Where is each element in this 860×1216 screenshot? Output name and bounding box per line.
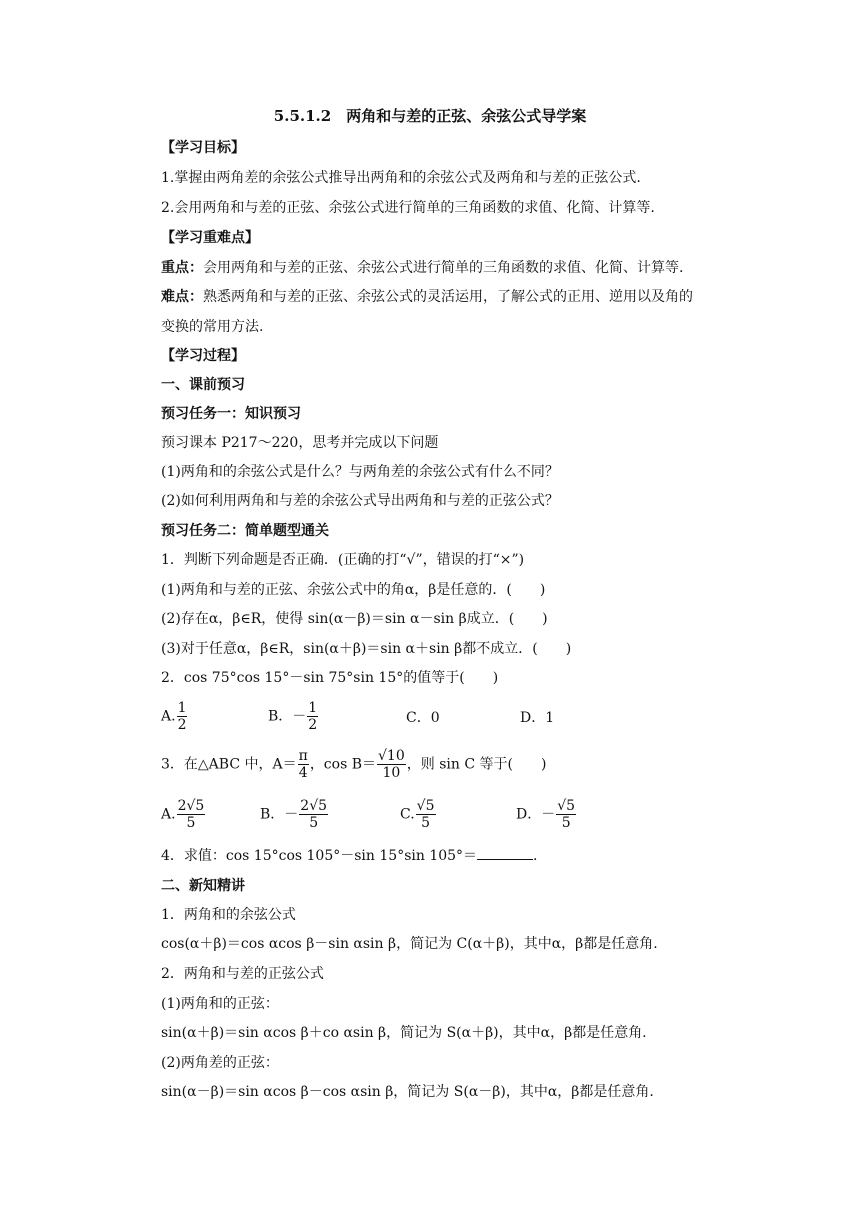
fraction: [556, 798, 576, 831]
fraction: [298, 748, 309, 781]
question-2: (2)如何利用两角和与差的余弦公式导出两角和与差的正弦公式？: [161, 493, 559, 509]
option-2d: D．1: [520, 710, 555, 726]
diff-text-1: 熟悉两角和与差的正弦、余弦公式的灵活运用，了解公式的正用、逆用以及角的: [203, 289, 693, 305]
section-2-heading: 二、新知精讲: [161, 878, 245, 894]
new-1-formula: cos(α＋β)＝cos αcos β－sin αsin β，简记为 C(α＋β)，其中α，β都是任意角.: [161, 936, 658, 952]
fraction: [299, 798, 328, 831]
option-label: D．－: [516, 806, 556, 823]
numerator: 2√5: [177, 798, 205, 814]
key-point: [161, 258, 683, 278]
task-2-heading: 预习任务二：简单题型通关: [161, 523, 329, 539]
numerator: 1: [308, 700, 318, 716]
fraction: [416, 798, 436, 831]
numerator: √10: [378, 748, 405, 764]
section-1-heading: 一、课前预习: [161, 377, 245, 393]
new-2-b: (2)两角差的正弦：: [161, 1055, 279, 1071]
task-1-line: 预习课本 P217～220，思考并完成以下问题: [161, 435, 439, 451]
diff-label: 难点：: [161, 289, 203, 305]
option-label: C.: [400, 806, 415, 823]
new-1: 1．两角和的余弦公式: [161, 907, 296, 923]
problem-1-b: (2)存在α，β∈R，使得 sin(α－β)＝sin α－sin β成立．( ): [161, 611, 548, 627]
fraction: [177, 798, 206, 831]
problem-4-end: .: [533, 848, 538, 864]
key-label: 重点：: [161, 260, 203, 276]
denominator: 5: [561, 815, 571, 831]
option-2b: [268, 700, 319, 733]
diff-text-2: 变换的常用方法.: [161, 319, 264, 335]
problem-4: [161, 846, 538, 866]
question-1: (1)两角和的余弦公式是什么？与两角差的余弦公式有什么不同？: [161, 464, 559, 480]
option-label: B．－: [260, 806, 299, 823]
problem-2: 2．cos 75°cos 15°－sin 75°sin 15°的值等于( ): [161, 670, 499, 686]
problem-3: [161, 748, 546, 781]
new-2-b-formula: sin(α－β)＝sin αcos β－cos αsin β，简记为 S(α－β)，其中α，β都是任意角.: [161, 1084, 654, 1100]
fraction: [307, 700, 318, 733]
keypoints-heading: 【学习重难点】: [161, 230, 259, 246]
problem-4-text: 4．求值：cos 15°cos 105°－sin 15°sin 105°＝: [161, 848, 478, 864]
denominator: 2: [177, 717, 187, 733]
numerator: √5: [416, 798, 435, 814]
option-2a: [161, 700, 188, 733]
new-2-a: (1)两角和的正弦：: [161, 996, 279, 1012]
denominator: 10: [382, 765, 401, 781]
fraction: [177, 700, 188, 733]
option-3c: [400, 798, 437, 831]
problem-1-c: (3)对于任意α，β∈R，sin(α＋β)＝sin α＋sin β都不成立．( ): [161, 641, 572, 657]
answer-blank[interactable]: [477, 847, 533, 860]
new-2-a-formula: sin(α＋β)＝sin αcos β＋co αsin β，简记为 S(α＋β)，其中α，β都是任意角.: [161, 1025, 647, 1041]
option-3b: [260, 798, 329, 831]
problem-3-post: ，则 sin C 等于( ): [406, 756, 547, 773]
denominator: 5: [421, 815, 431, 831]
option-2c: C．0: [406, 710, 440, 726]
problem-1-a: (1)两角和与差的正弦、余弦公式中的角α，β是任意的．( ): [161, 582, 546, 598]
denominator: 4: [298, 765, 308, 781]
new-2: 2．两角和与差的正弦公式: [161, 966, 324, 982]
option-3d: [516, 798, 577, 831]
problem-1: 1．判断下列命题是否正确．(正确的打“√”，错误的打“×”): [161, 552, 525, 568]
numerator: π: [298, 748, 308, 764]
fraction: [377, 748, 406, 781]
objective-1: 1.掌握由两角差的余弦公式推导出两角和的余弦公式及两角和与差的正弦公式.: [161, 170, 641, 186]
option-3a: [161, 798, 206, 831]
option-label: A.: [161, 708, 176, 725]
denominator: 5: [309, 815, 319, 831]
numerator: 1: [177, 700, 187, 716]
page-title: 5.5.1.2 两角和与差的正弦、余弦公式导学案: [273, 107, 587, 125]
numerator: 2√5: [300, 798, 328, 814]
objective-2: 2.会用两角和与差的正弦、余弦公式进行简单的三角函数的求值、化简、计算等.: [161, 200, 655, 216]
option-label: A.: [161, 806, 176, 823]
key-text: 会用两角和与差的正弦、余弦公式进行简单的三角函数的求值、化简、计算等.: [203, 260, 684, 276]
task-1-heading: 预习任务一：知识预习: [161, 406, 301, 422]
option-label: B．－: [268, 708, 307, 725]
problem-3-mid: ，cos B＝: [309, 756, 377, 773]
process-heading: 【学习过程】: [161, 348, 245, 364]
denominator: 2: [308, 717, 318, 733]
problem-3-pre: 3．在△ABC 中，A＝: [161, 756, 297, 773]
numerator: √5: [557, 798, 576, 814]
denominator: 5: [186, 815, 196, 831]
objectives-heading: 【学习目标】: [161, 140, 245, 156]
difficulty-point: [161, 287, 693, 307]
